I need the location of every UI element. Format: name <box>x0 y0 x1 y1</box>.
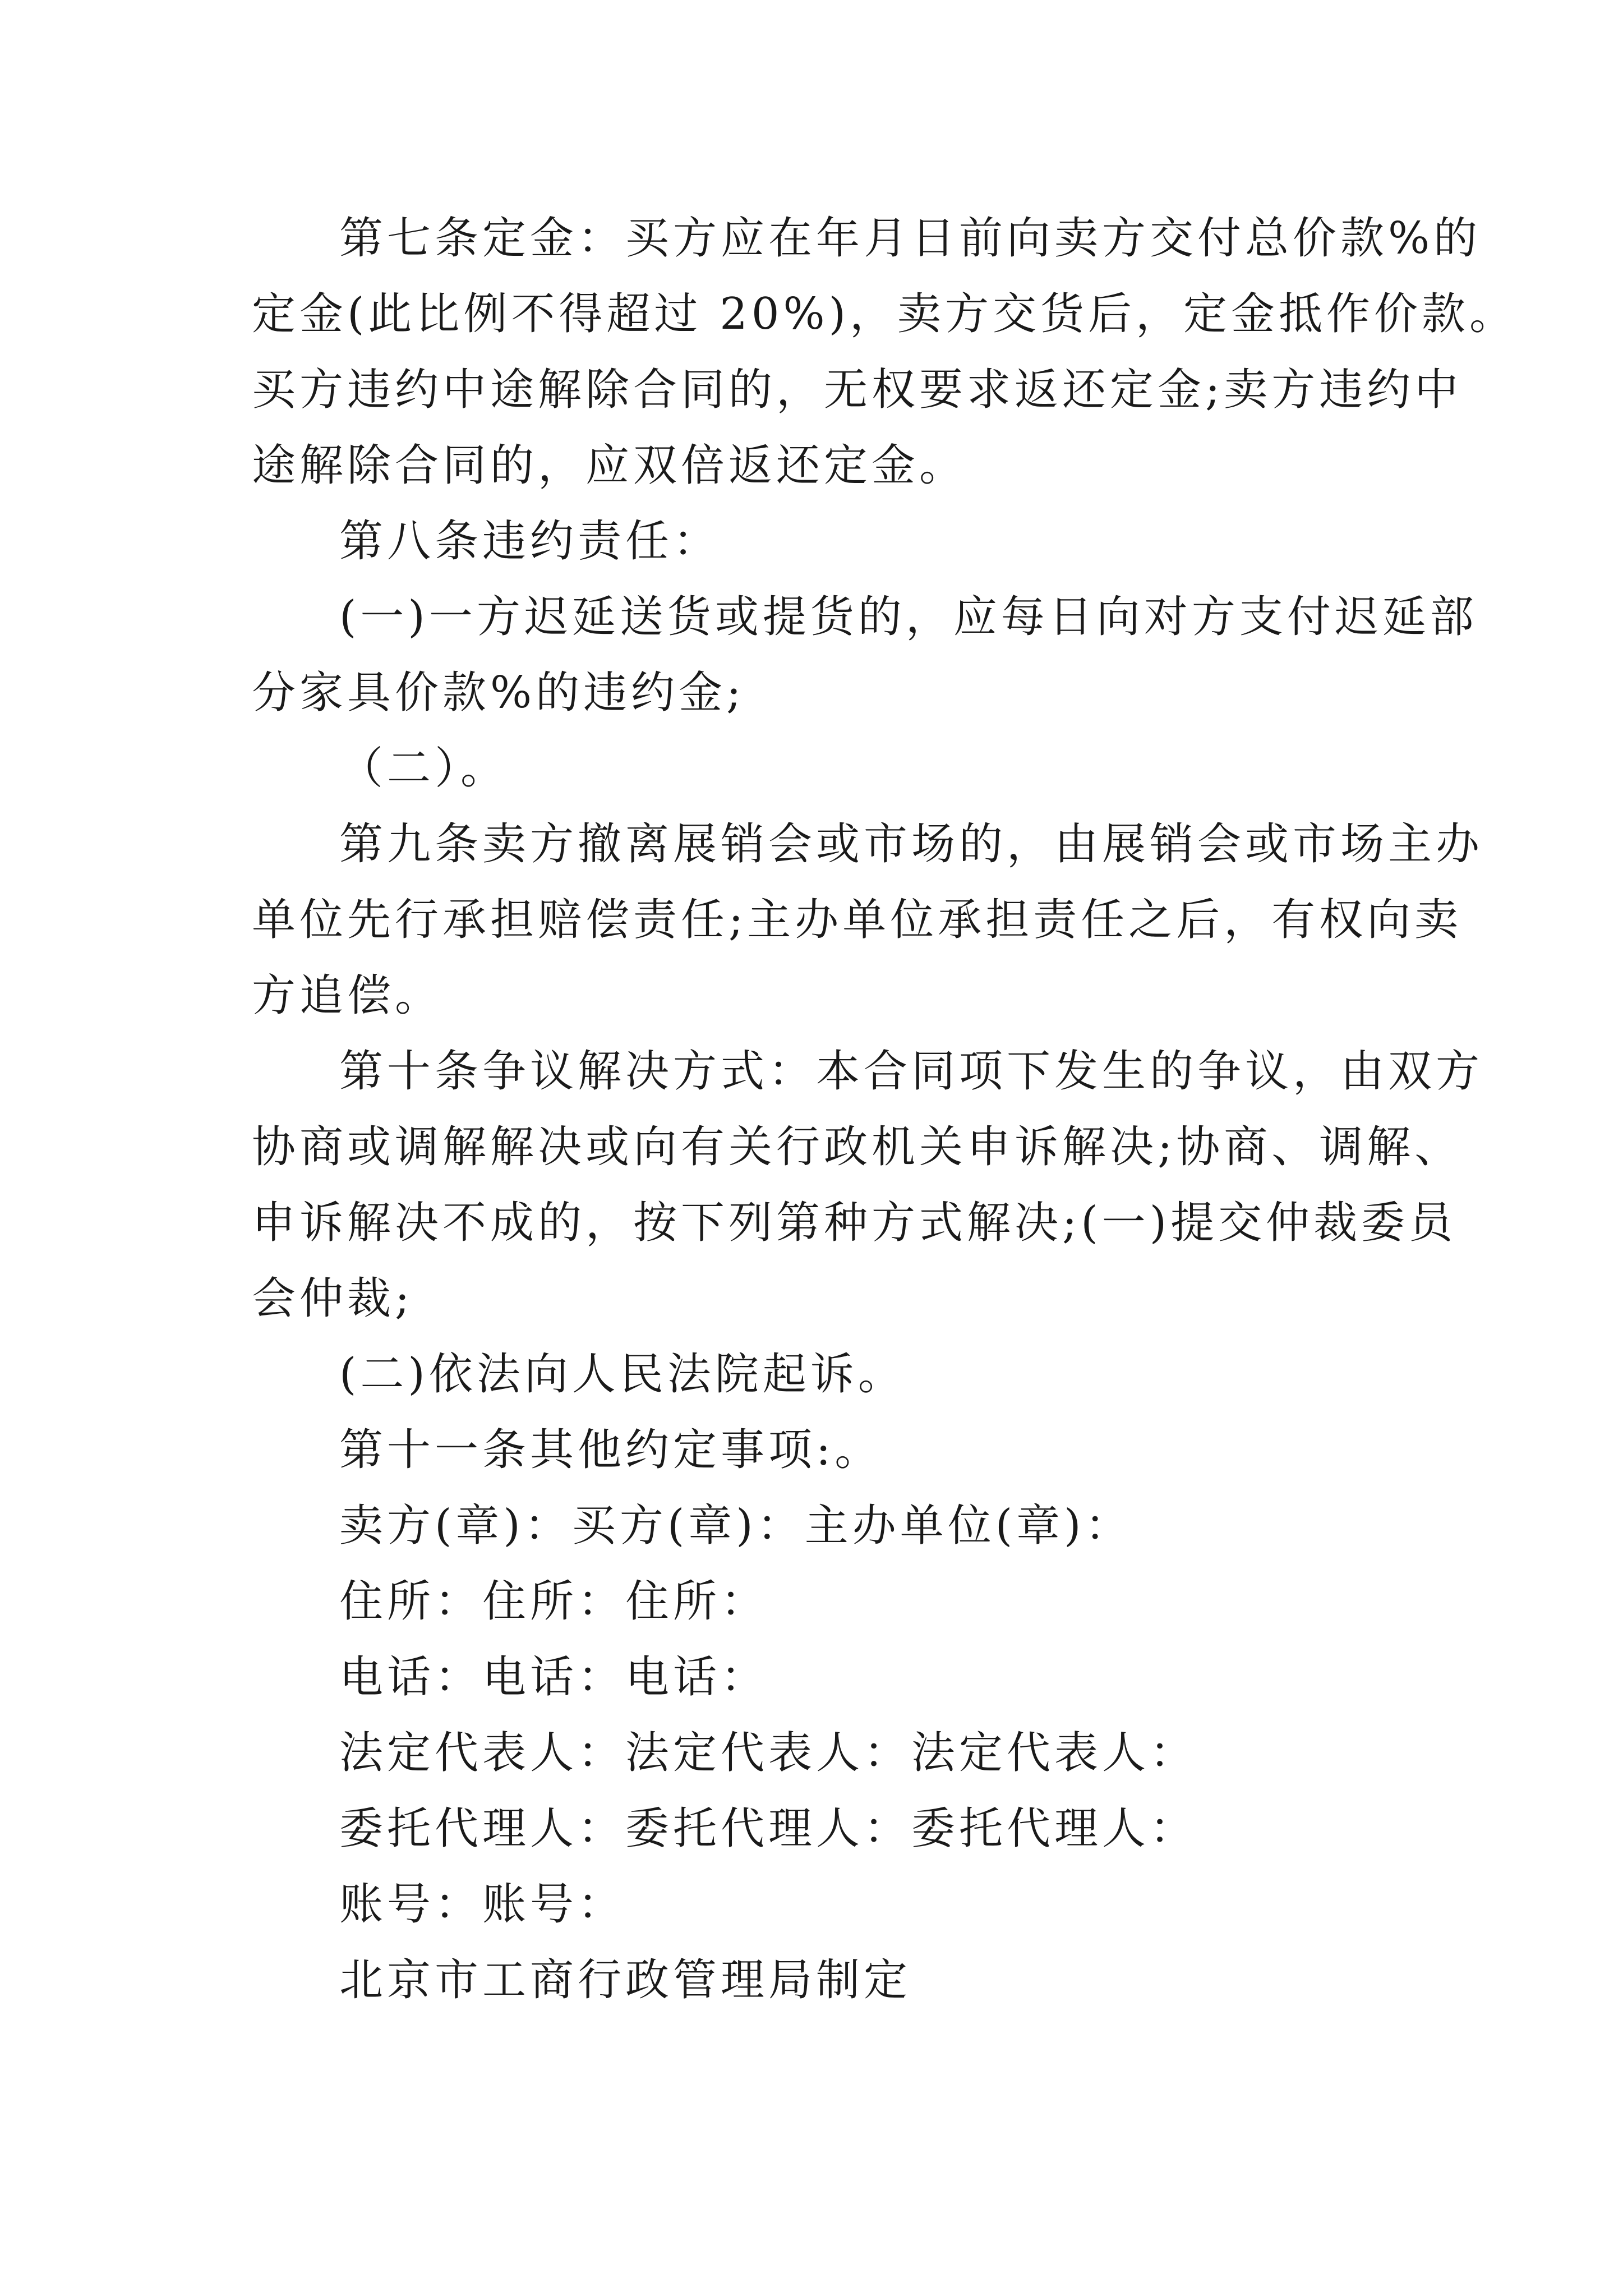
text-line: 申诉解决不成的，按下列第种方式解决;(一)提交仲裁委员 <box>252 1198 1457 1248</box>
document-body <box>252 201 1518 2018</box>
issuing-authority <box>252 1943 1390 2018</box>
text-line: 第十条争议解决方式：本合同项下发生的争议，由双方 <box>339 1046 1484 1097</box>
text-line: 住所：住所：住所： <box>339 1576 769 1627</box>
text-line: 协商或调解解决或向有关行政机关申诉解决;协商、调解、 <box>252 1122 1463 1172</box>
signature-parties <box>252 1488 1390 1564</box>
article-11 <box>252 1412 1390 1488</box>
text-line: 第七条定金：买方应在年月日前向卖方交付总价款%的 <box>339 213 1482 264</box>
article-8-item-1 <box>252 579 1478 731</box>
text-line: 途解除合同的，应双倍返还定金。 <box>252 440 967 491</box>
signature-agent <box>252 1791 1390 1867</box>
text-line: 方追偿。 <box>252 970 443 1021</box>
article-10-dispute <box>252 1034 1484 1337</box>
text-line: 卖方(章)：买方(章)：主办单位(章)： <box>339 1501 1133 1551</box>
text-line: 会仲裁; <box>252 1273 414 1324</box>
text-line: （二）。 <box>339 743 509 794</box>
text-line: 单位先行承担赔偿责任;主办单位承担责任之后，有权向卖 <box>252 895 1463 945</box>
text-line: 法定代表人：法定代表人：法定代表人： <box>339 1728 1198 1778</box>
text-line: 买方违约中途解除合同的，无权要求返还定金;卖方违约中 <box>252 365 1463 415</box>
text-line: (一)一方迟延送货或提货的，应每日向对方支付迟延部 <box>339 592 1478 642</box>
text-line: (二)依法向人民法院起诉。 <box>339 1349 906 1400</box>
article-7-deposit <box>252 201 1518 504</box>
article-10-item-2 <box>252 1337 1390 1412</box>
text-line: 第九条卖方撤离展销会或市场的，由展销会或市场主办 <box>339 819 1484 869</box>
article-8-heading <box>252 504 1390 579</box>
text-line: 第十一条其他约定事项:。 <box>339 1425 883 1475</box>
text-line: 委托代理人：委托代理人：委托代理人： <box>339 1803 1198 1854</box>
article-9 <box>252 807 1484 1034</box>
text-line: 第八条违约责任： <box>339 516 721 567</box>
signature-legal-rep <box>252 1715 1390 1791</box>
article-8-item-2 <box>252 731 1390 807</box>
text-line: 账号：账号： <box>339 1879 626 1930</box>
text-line: 北京市工商行政管理局制定 <box>339 1955 912 2005</box>
text-line: 定金(此比例不得超过 20%)，卖方交货后，定金抵作价款。 <box>252 289 1518 339</box>
signature-address <box>252 1564 1390 1640</box>
text-line: 电话：电话：电话： <box>339 1652 769 1703</box>
signature-phone <box>252 1640 1390 1715</box>
text-line: 分家具价款%的违约金; <box>252 668 745 718</box>
signature-account <box>252 1867 1390 1943</box>
